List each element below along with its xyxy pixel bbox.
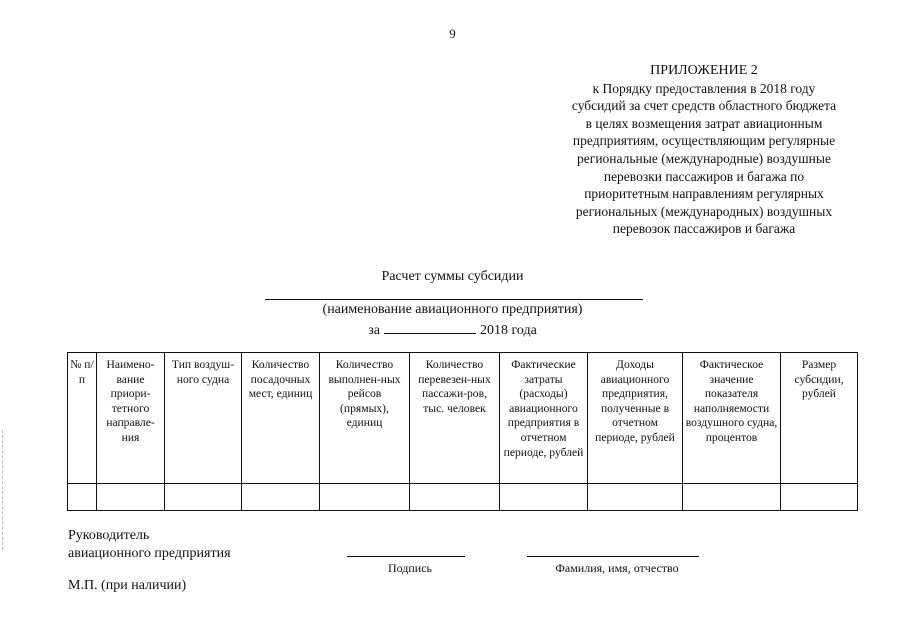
- column-header: Количество выполнен-ных рейсов (прямых), единиц: [320, 353, 410, 484]
- appendix-line: региональные (международные) воздушные: [577, 150, 831, 166]
- column-header: Количество посадочных мест, единиц: [242, 353, 320, 484]
- page-number: 9: [449, 26, 456, 41]
- appendix-line: в целях возмещения затрат авиационным: [585, 115, 823, 131]
- appendix-heading: ПРИЛОЖЕНИЕ 2: [650, 63, 758, 78]
- head-title-line1: Руководитель: [68, 528, 150, 543]
- period-blank: [384, 320, 476, 334]
- subsidy-table: [67, 352, 858, 511]
- appendix-line: перевозок пассажиров и багажа: [612, 221, 796, 237]
- table-cell[interactable]: [588, 484, 683, 511]
- full-name-caption: Фамилия, имя, отчество: [555, 561, 679, 575]
- table-cell[interactable]: [410, 484, 500, 511]
- head-title-line2: авиационного предприятия: [68, 545, 231, 561]
- table-cell[interactable]: [500, 484, 588, 511]
- signature-blank: [347, 556, 465, 557]
- table-cell[interactable]: [781, 484, 858, 511]
- appendix-line: к Порядку предоставления в 2018 году: [592, 80, 816, 96]
- table-cell[interactable]: [68, 484, 97, 511]
- form-title: Расчет суммы субсидии: [381, 269, 524, 284]
- table-cell[interactable]: [97, 484, 165, 511]
- enterprise-name-blank: [265, 299, 643, 300]
- appendix-line: перевозки пассажиров и багажа по: [603, 168, 805, 184]
- table-cell[interactable]: [242, 484, 320, 511]
- table-header-row: [68, 353, 858, 484]
- period-line: [0, 320, 905, 339]
- stamp-label: М.П. (при наличии): [68, 578, 187, 593]
- full-name-blank: [527, 556, 699, 557]
- column-header: Наимено-вание приори-тетного направле-ния: [97, 353, 165, 484]
- period-suffix: 2018 года: [479, 323, 537, 338]
- column-header: № п/п: [68, 353, 97, 484]
- enterprise-name-caption: (наименование авиационного предприятия): [322, 302, 583, 317]
- column-header: Количество перевезен-ных пассажи-ров, тыс. человек: [410, 353, 500, 484]
- table-cell[interactable]: [320, 484, 410, 511]
- appendix-line: субсидий за счет средств областного бюджета: [571, 98, 837, 114]
- scan-edge-artifact: [2, 430, 4, 550]
- column-header: Размер субсидии, рублей: [781, 353, 858, 484]
- head-signature-label: [68, 527, 231, 562]
- period-prefix: за: [368, 323, 380, 338]
- column-header: Фактические затраты (расходы) авиационного предприятия в отчетном периоде, рублей: [500, 353, 588, 484]
- table-cell[interactable]: [683, 484, 781, 511]
- column-header: Тип воздуш-ного судна: [165, 353, 242, 484]
- table-cell[interactable]: [165, 484, 242, 511]
- column-header: Доходы авиационного предприятия, полученные в отчетном периоде, рублей: [588, 353, 683, 484]
- appendix-line: предприятиям, осуществляющим регулярные: [572, 133, 836, 149]
- appendix-line: региональных (международных) воздушных: [575, 203, 833, 219]
- table-row: [68, 484, 858, 511]
- signature-caption: Подпись: [387, 561, 433, 575]
- appendix-line: приоритетным направлениям регулярных: [584, 186, 824, 202]
- column-header: Фактическое значение показателя наполняемости воздушного судна, процентов: [683, 353, 781, 484]
- appendix-block: [520, 62, 888, 238]
